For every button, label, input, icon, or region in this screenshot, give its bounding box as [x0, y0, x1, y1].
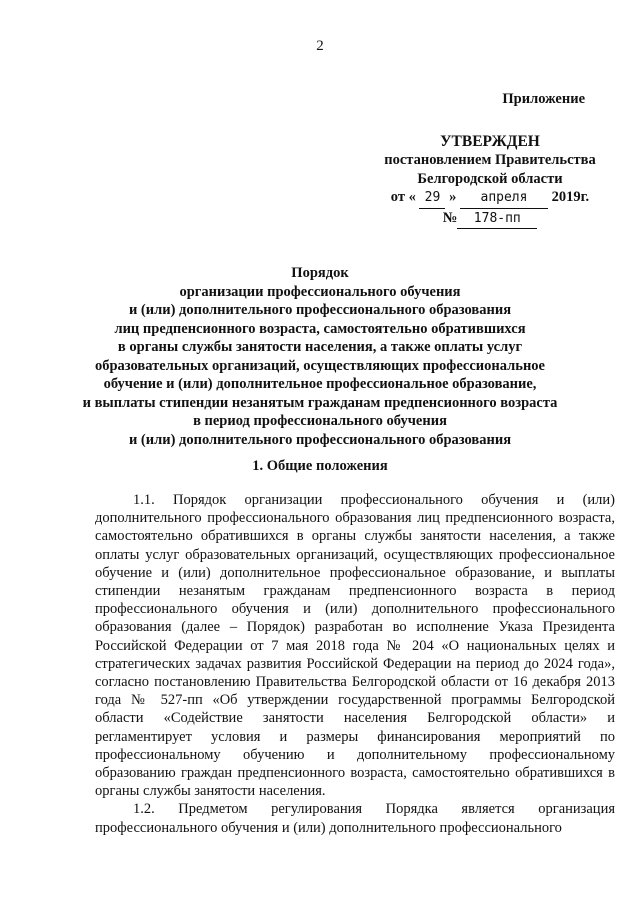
date-month: апреля: [460, 189, 548, 209]
title-line: образовательных организаций, осуществляющих профессиональное: [94, 357, 545, 374]
title-line: лиц предпенсионного возраста, самостоятельно обратившихся: [114, 320, 526, 337]
page-number: 2: [316, 38, 324, 54]
number-prefix: №: [442, 209, 458, 226]
number-value: 178-пп: [457, 210, 537, 230]
title-line: обучение и (или) дополнительное профессиональное образование,: [103, 376, 537, 392]
paragraph-1-1: 1.1. Порядок организации профессионального обучения и (или) дополнительного профессионального образования лиц предпенсионного возраста, самостоятельно обратившихся в органы службы занятости населения, а также оплаты услуг образовательных организаций, осуществляющих профессиональное обучение и (или) дополнительное профессиональное образование, и выплаты стипендии незанятым гражданам предпенсионного возраста в период профессионального обучения и (или) дополнительного профессионального образования (далее – Порядок) разработан во исполнение Указа Президента Российской Федерации от 7 мая 2018 года № 204 «О национальных целях и стратегических задачах развития Российской Федерации на период до 2024 года», согласно постановлению Правительства Белгородской области от 16 декабря 2013 года № 527-пп «Об утверждении государственной программы Белгородской области «Содействие занятости населения Белгородской области» и регламентирует условия и размеры финансирования мероприятий по профессиональному обучению и дополнительному профессиональному образованию граждан предпенсионного возраста, самостоятельно обратившихся в органы службы занятости населения.: [95, 492, 615, 800]
body-text: [95, 491, 615, 837]
paragraph-line: профессионального обучения и (или) дополнительного профессионального: [95, 819, 562, 836]
title-line: и (или) дополнительного профессионального образования: [128, 431, 512, 448]
paragraph-1-2: [95, 800, 615, 836]
date-prefix: от «: [390, 189, 416, 205]
approval-line-2: Белгородской области: [417, 170, 563, 187]
paragraph-line: 1.2. Предметом регулирования Порядка является организация: [133, 801, 615, 818]
approval-block: [355, 90, 625, 229]
approved-label: УТВЕРЖДЕН: [440, 132, 540, 150]
title-line: и (или) дополнительного профессионального образования: [128, 302, 512, 318]
title-line: Порядок: [291, 265, 349, 281]
section-heading: 1. Общие положения: [252, 458, 388, 474]
approval-date: [355, 188, 625, 209]
title-line: и выплаты стипендии незанятым гражданам предпенсионного возраста: [82, 394, 558, 411]
title-line: организации профессионального обучения: [179, 283, 461, 300]
date-mid: »: [449, 189, 457, 205]
date-day: 29: [419, 189, 445, 209]
approval-line-1: постановлением Правительства: [384, 152, 596, 168]
appendix-label: Приложение: [502, 91, 585, 107]
date-year: 2019г.: [551, 189, 590, 205]
title-line: в период профессионального обучения: [193, 413, 447, 429]
document-title: [0, 264, 640, 449]
approval-number: [355, 209, 625, 230]
title-line: в органы службы занятости населения, а также оплаты услуг: [117, 339, 523, 355]
